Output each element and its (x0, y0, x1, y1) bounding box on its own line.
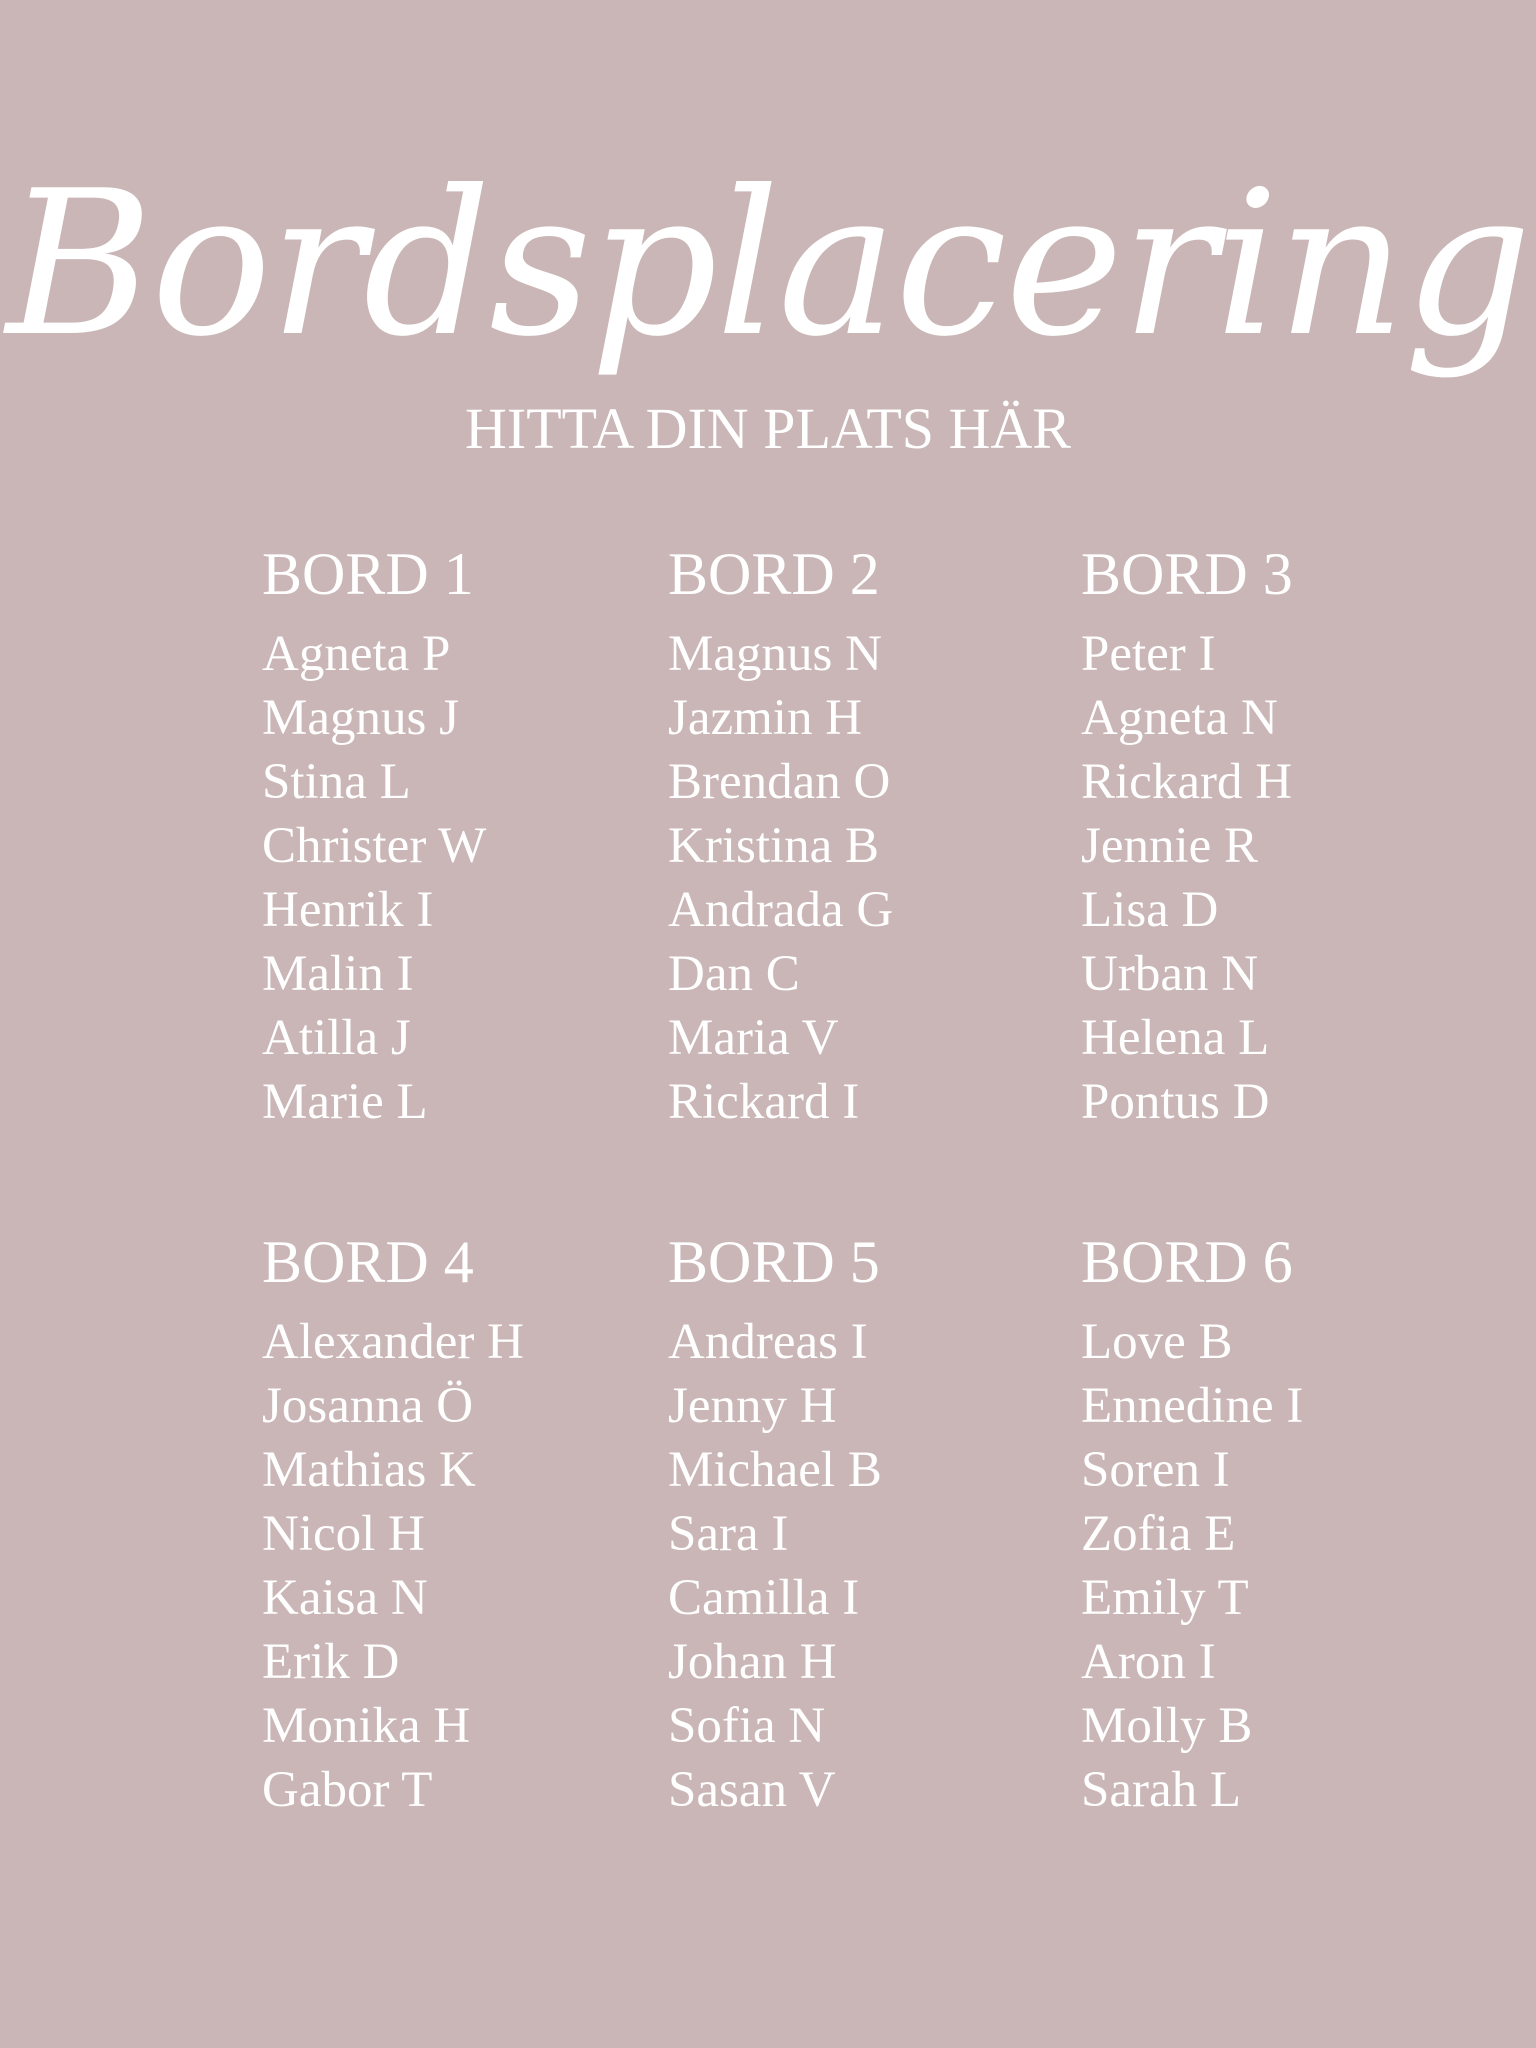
guest-name: Atilla J (262, 1010, 411, 1066)
guest-name: Magnus N (668, 626, 882, 682)
table-1 (262, 542, 662, 1134)
guest-list (1081, 622, 1481, 1134)
guest-name: Sarah L (1081, 1762, 1242, 1818)
guest-name: Rickard H (1081, 754, 1293, 810)
guest-name: Henrik I (262, 882, 434, 938)
guest-name: Aron I (1081, 1634, 1216, 1690)
guest-name: Molly B (1081, 1698, 1253, 1754)
page-title: Bordsplacering (6, 148, 1530, 381)
guest-list (668, 1310, 1068, 1822)
guest-name: Maria V (668, 1010, 839, 1066)
table-title: BORD 3 (1081, 541, 1293, 607)
guest-name: Kaisa N (262, 1570, 428, 1626)
guest-name: Lisa D (1081, 882, 1219, 938)
guest-name: Sara I (668, 1506, 789, 1562)
table-6 (1081, 1230, 1481, 1822)
guest-name: Marie L (262, 1074, 428, 1130)
table-2 (668, 542, 1068, 1134)
guest-name: Urban N (1081, 946, 1259, 1002)
guest-name: Agneta N (1081, 690, 1278, 746)
guest-name: Jennie R (1081, 818, 1259, 874)
guest-name: Michael B (668, 1442, 882, 1498)
guest-name: Johan H (668, 1634, 837, 1690)
guest-name: Malin I (262, 946, 414, 1002)
table-4 (262, 1230, 662, 1822)
guest-name: Ennedine I (1081, 1378, 1304, 1434)
guest-name: Josanna Ö (262, 1378, 474, 1434)
guest-name: Andrada G (668, 882, 894, 938)
guest-name: Jenny H (668, 1378, 837, 1434)
guest-name: Kristina B (668, 818, 880, 874)
table-3 (1081, 542, 1481, 1134)
guest-list (668, 622, 1068, 1134)
guest-name: Love B (1081, 1314, 1233, 1370)
guest-name: Sofia N (668, 1698, 826, 1754)
guest-name: Peter I (1081, 626, 1216, 682)
guest-name: Stina L (262, 754, 411, 810)
table-title: BORD 2 (668, 541, 880, 607)
page-subtitle: HITTA DIN PLATS HÄR (465, 396, 1071, 461)
table-title: BORD 6 (1081, 1229, 1293, 1295)
guest-name: Gabor T (262, 1762, 433, 1818)
guest-name: Rickard I (668, 1074, 860, 1130)
guest-name: Christer W (262, 818, 487, 874)
guest-name: Sasan V (668, 1762, 836, 1818)
guest-name: Helena L (1081, 1010, 1270, 1066)
table-5 (668, 1230, 1068, 1822)
guest-name: Monika H (262, 1698, 471, 1754)
guest-name: Agneta P (262, 626, 451, 682)
guest-name: Soren I (1081, 1442, 1230, 1498)
guest-name: Andreas I (668, 1314, 868, 1370)
table-title: BORD 5 (668, 1229, 880, 1295)
guest-list (1081, 1310, 1481, 1822)
guest-name: Erik D (262, 1634, 400, 1690)
guest-name: Mathias K (262, 1442, 476, 1498)
guest-list (262, 1310, 662, 1822)
guest-name: Emily T (1081, 1570, 1249, 1626)
guest-name: Magnus J (262, 690, 459, 746)
guest-name: Alexander H (262, 1314, 524, 1370)
guest-list (262, 622, 662, 1134)
guest-name: Brendan O (668, 754, 891, 810)
guest-name: Camilla I (668, 1570, 860, 1626)
table-title: BORD 4 (262, 1229, 474, 1295)
guest-name: Jazmin H (668, 690, 863, 746)
guest-name: Zofia E (1081, 1506, 1236, 1562)
guest-name: Nicol H (262, 1506, 425, 1562)
table-title: BORD 1 (262, 541, 474, 607)
guest-name: Pontus D (1081, 1074, 1270, 1130)
guest-name: Dan C (668, 946, 800, 1002)
